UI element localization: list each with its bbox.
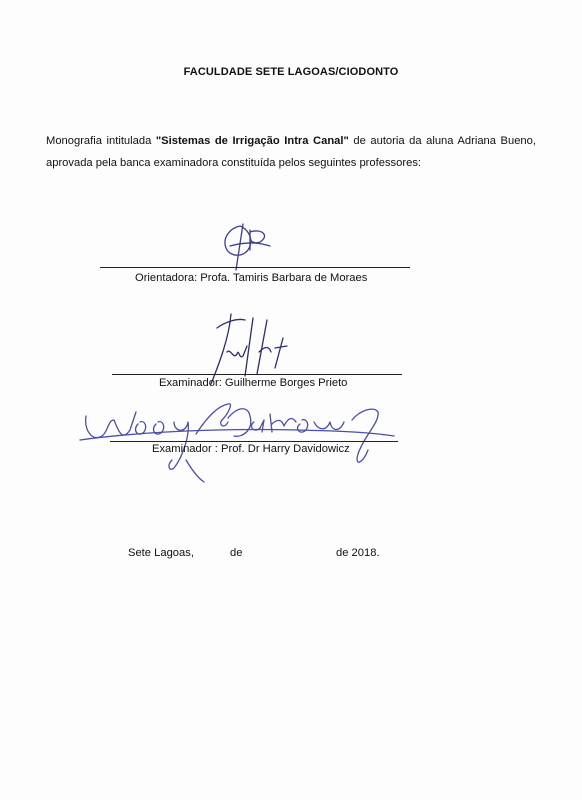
monograph-title: "Sistemas de Irrigação Intra Canal" [155, 135, 349, 147]
institution-title: FACULDADE SETE LAGOAS/CIODONTO [183, 66, 399, 78]
city-label: Sete Lagoas, [128, 547, 194, 559]
intro-prefix: Monografia intitulada [46, 135, 156, 147]
intro-suffix: de autoria da aluna Adriana Bueno, aprovada pela banca examinadora constituída pelos seguintes professores: [46, 135, 536, 169]
date-de-label: de [230, 547, 243, 559]
signature-line-examinador-harry [110, 441, 398, 442]
signature-line-examinador-guilherme [112, 374, 402, 375]
approval-paragraph [46, 131, 536, 174]
examinador-guilherme-label: Examinador: Guilherme Borges Prieto [159, 377, 348, 389]
signature-orientadora [200, 220, 290, 272]
orientadora-label: Orientadora: Profa. Tamiris Barbara de Moraes [135, 272, 368, 284]
year-label: de 2018. [336, 547, 380, 559]
examinador-harry-label: Examinador : Prof. Dr Harry Davidowicz [152, 443, 350, 455]
signature-line-orientadora [100, 267, 410, 268]
